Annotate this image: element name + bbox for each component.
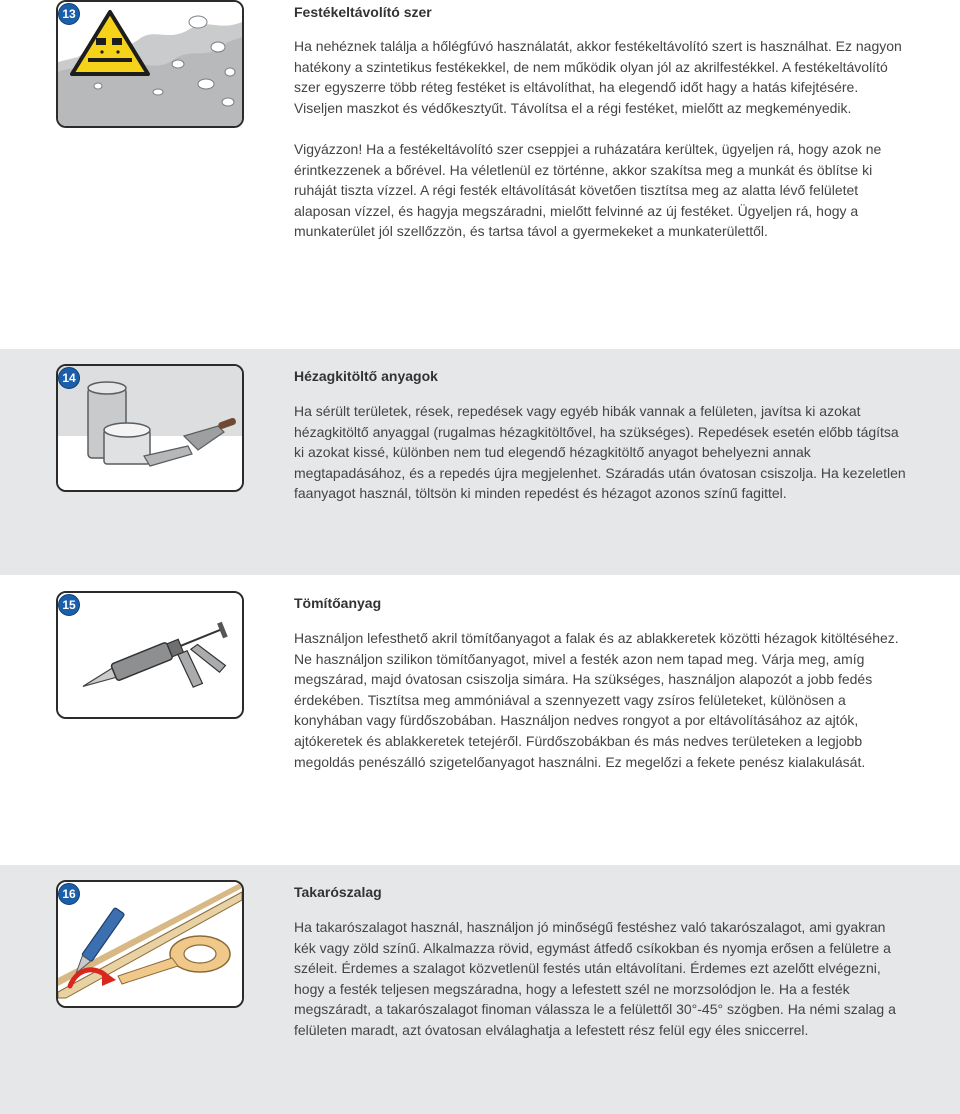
masking-tape-illustration (56, 880, 244, 1008)
body-paragraph: Vigyázzon! Ha a festékeltávolító szer cseppjei a ruházatára kerültek, ügyeljen rá, hogy azok ne érintkezzenek a bőrével. Ha véletlenül ez történne, akkor szakítsa meg a munkát és öblítse ki ruháját tiszta vízzel. A régi festék eltávolítását követően tisztítsa meg az alatta lévő felületet alaposan vízzel, és hagyja megszáradni, mielőtt felvinné az új festéket. Ügyeljen rá, hogy a munkaterület jól szellőzzön, és tartsa távol a gyermekeket a munkaterülettől. (294, 140, 882, 240)
paint-stripper-illustration (56, 0, 244, 128)
step-number-badge: 15 (58, 594, 80, 616)
section-paint-stripper (0, 0, 960, 348)
caulk-gun-icon (58, 593, 242, 717)
sealant-illustration (56, 591, 244, 719)
section-title: Festékeltávolító szer (294, 4, 432, 20)
step-number-badge: 13 (58, 3, 80, 25)
section-fillers (0, 349, 960, 575)
section-sealant (0, 576, 960, 864)
filler-tin-icon (58, 366, 242, 490)
section-title: Takarószalag (294, 884, 382, 900)
section-body (294, 401, 906, 504)
section-body (294, 917, 906, 1041)
section-title: Tömítőanyag (294, 595, 382, 611)
section-title: Hézagkitöltő anyagok (294, 368, 438, 384)
step-number-badge: 14 (58, 367, 80, 389)
filler-illustration (56, 364, 244, 492)
section-body (294, 36, 906, 242)
section-masking-tape (0, 865, 960, 1114)
section-body (294, 628, 906, 772)
body-paragraph: Ha sérült területek, rések, repedések vagy egyéb hibák vannak a felületen, javítsa ki azokat hézagkitöltő anyaggal (rugalmas hézagkitöltővel, ha szükséges). Repedések esetén előbb tágítsa ki azokat kissé, különben nem tud elegendő hézagkitöltő anyagot behelyezni annak megtapadásához, és a repedés újra megjelenhet. Száradás után óvatosan csiszolja. Ha kezeletlen faanyagot használ, töltsön ki minden repedést és hézagot azonos színű fagittel. (294, 403, 906, 502)
body-paragraph: Ha nehéznek találja a hőlégfúvó használatát, akkor festékeltávolító szert is használhat. Ez nagyon hatékony a szintetikus festékekkel, de nem működik olyan jól az akrilfestékkel. A festékeltávolító szer egyszerre több réteg festéket is eltávolíthat, ha elegendő időt hagy a hatás kifejtésére. Viseljen maszkot és védőkesztyűt. Távolítsa el a régi festéket, mielőtt az megkeményedik. (294, 38, 902, 116)
body-paragraph: Ha takarószalagot használ, használjon jó minőségű festéshez való takarószalagot, ami gyakran kék vagy zöld színű. Alkalmazza rövid, egymást átfedő csíkokban és nyomja erősen a felületre a széleit. Érdemes a szalagot közvetlenül festés után eltávolítani. Érdemes ezt azelőtt elvégezni, hogy a festék teljesen megszáradna, hogy a lefestett szél ne morzsolódjon le. Ha a festék megszáradt, a takarószalagot finoman válassza le a felülettől 30°-45° szögben. Ha némi szalag a felületen maradt, azt óvatosan elválaghatja a lefestett rész felül egy éles sniccerrel. (294, 919, 896, 1038)
body-paragraph: Használjon lefesthető akril tömítőanyagot a falak és az ablakkeretek közötti hézagok kitöltéséhez. Ne használjon szilikon tömítőanyagot, mivel a festék azon nem tapad meg. Várja meg, amíg megszárad, majd óvatosan csiszolja simára. Ha szükséges, használjon alapozót a jobb fedés érdekében. Tisztítsa meg ammóniával a szennyezett vagy zsíros felületeket, különösen a konyhában vagy fürdőszobában. Használjon nedves rongyot a por eltávolításához az ajtók, ajtókeretek és ablakkeretek tetejéről. Fürdőszobákban és más nedves területeken a legjobb megoldás penészálló szigetelőanyagot használni. Ez megelőzi a fekete penész kialakulását. (294, 630, 899, 770)
masking-tape-icon (58, 882, 242, 1006)
step-number-badge: 16 (58, 883, 80, 905)
